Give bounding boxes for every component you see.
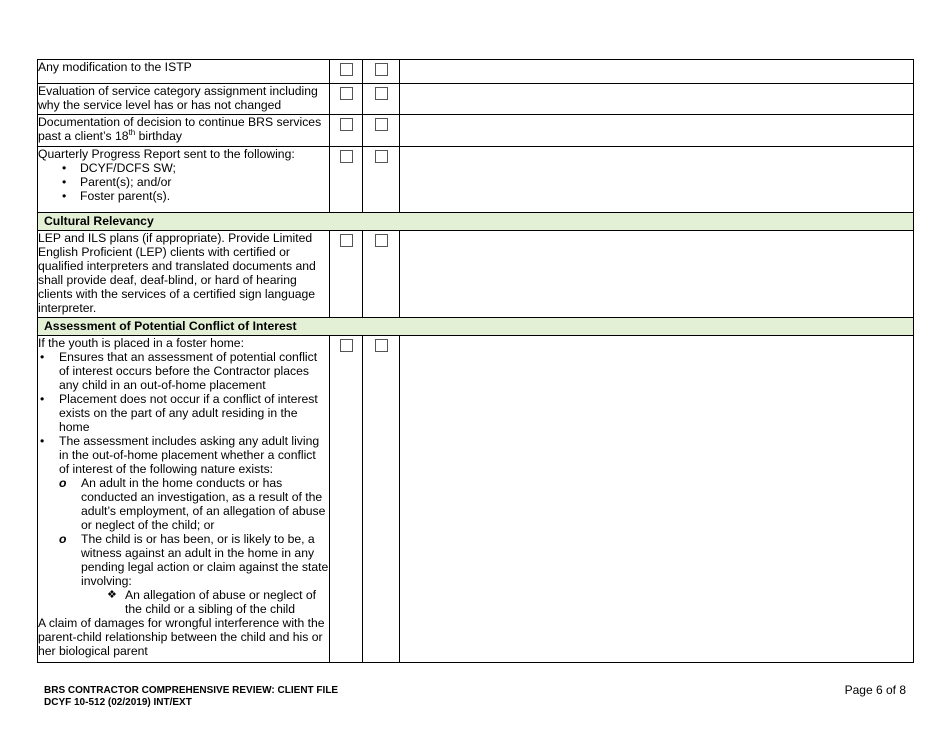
list-item-text: The assessment includes asking any adult living in the out-of-home placement whether a conflict of interest of the following nature exists: (59, 434, 320, 476)
row-intro: Quarterly Progress Report sent to the following: (38, 147, 295, 161)
list-item: • Ensures that an assessment of potential conflict of interest occurs before the Contractor places any child in an out-of-home placement (38, 350, 329, 392)
section-header-row (38, 318, 914, 336)
comments-cell[interactable] (400, 84, 914, 115)
yes-checkbox[interactable] (340, 150, 353, 163)
form-footer (44, 685, 338, 709)
sub-list-item: o An adult in the home conducts or has conducted an investigation, as a result of the adult’s employment, of an allegation of abuse or neglect of the child; or (59, 476, 329, 532)
list-item: • DCYF/DCFS SW; (38, 161, 329, 175)
requirement-list (38, 350, 329, 616)
sub-list-item-text: The child is or has been, or is likely to be, a witness against an adult in the home in any pending legal action or claim against the state involving: (81, 532, 329, 588)
row-text-end: birthday (135, 129, 182, 143)
form-number: DCYF 10-512 (02/2019) INT/EXT (44, 697, 192, 708)
list-item: • Placement does not occur if a conflict of interest exists on the part of any adult residing in the home (38, 392, 329, 434)
ordinal-suffix: th (128, 127, 136, 137)
no-checkbox[interactable] (375, 63, 388, 76)
yes-checkbox[interactable] (340, 234, 353, 247)
row-description: LEP and ILS plans (if appropriate). Provide Limited English Proficient (LEP) clients with certified or qualified interpreters and translated documents and shall provide deaf, deaf-blind, or hard of hearing clients with the services of a certified sign language interpreter. (38, 231, 330, 318)
recipient-list (38, 161, 329, 203)
sub-list-item (59, 532, 329, 616)
table-row (38, 336, 914, 663)
comments-cell[interactable] (400, 147, 914, 213)
table-row (38, 84, 914, 115)
no-checkbox[interactable] (375, 234, 388, 247)
nested-list-item: ❖ An allegation of abuse or neglect of the child or a sibling of the child (81, 588, 329, 616)
sub-list (59, 476, 329, 616)
section-header-row (38, 213, 914, 231)
comments-cell[interactable] (400, 336, 914, 663)
yes-checkbox[interactable] (340, 339, 353, 352)
row-intro: If the youth is placed in a foster home: (38, 336, 244, 350)
row-description: Any modification to the ISTP (38, 60, 330, 84)
table-row (38, 115, 914, 147)
section-title: Assessment of Potential Conflict of Interest (38, 318, 914, 336)
row-description: Evaluation of service category assignment including why the service level has or has not changed (38, 84, 330, 115)
review-table (37, 59, 914, 663)
comments-cell[interactable] (400, 115, 914, 147)
row-description (38, 115, 330, 147)
comments-cell[interactable] (400, 60, 914, 84)
form-title: BRS CONTRACTOR COMPREHENSIVE REVIEW: CLIENT FILE (44, 685, 339, 696)
table-row (38, 147, 914, 213)
comments-cell[interactable] (400, 231, 914, 318)
row-description (38, 147, 330, 213)
no-checkbox[interactable] (375, 339, 388, 352)
row-text: Documentation of decision to continue BRS services past a client’s 18 (38, 115, 322, 143)
no-checkbox[interactable] (375, 150, 388, 163)
list-item (38, 434, 329, 616)
table-row (38, 60, 914, 84)
yes-checkbox[interactable] (340, 63, 353, 76)
yes-checkbox[interactable] (340, 118, 353, 131)
no-checkbox[interactable] (375, 118, 388, 131)
nested-sub-list (81, 588, 329, 616)
row-description (38, 336, 330, 663)
yes-checkbox[interactable] (340, 87, 353, 100)
list-item: • Foster parent(s). (38, 189, 329, 203)
table-row (38, 231, 914, 318)
list-item: • Parent(s); and/or (38, 175, 329, 189)
row-closing-text: A claim of damages for wrongful interference with the parent-child relationship between the child and his or her biological parent (38, 616, 325, 658)
section-title: Cultural Relevancy (38, 213, 914, 231)
page-number: Page 6 of 8 (844, 683, 906, 697)
no-checkbox[interactable] (375, 87, 388, 100)
